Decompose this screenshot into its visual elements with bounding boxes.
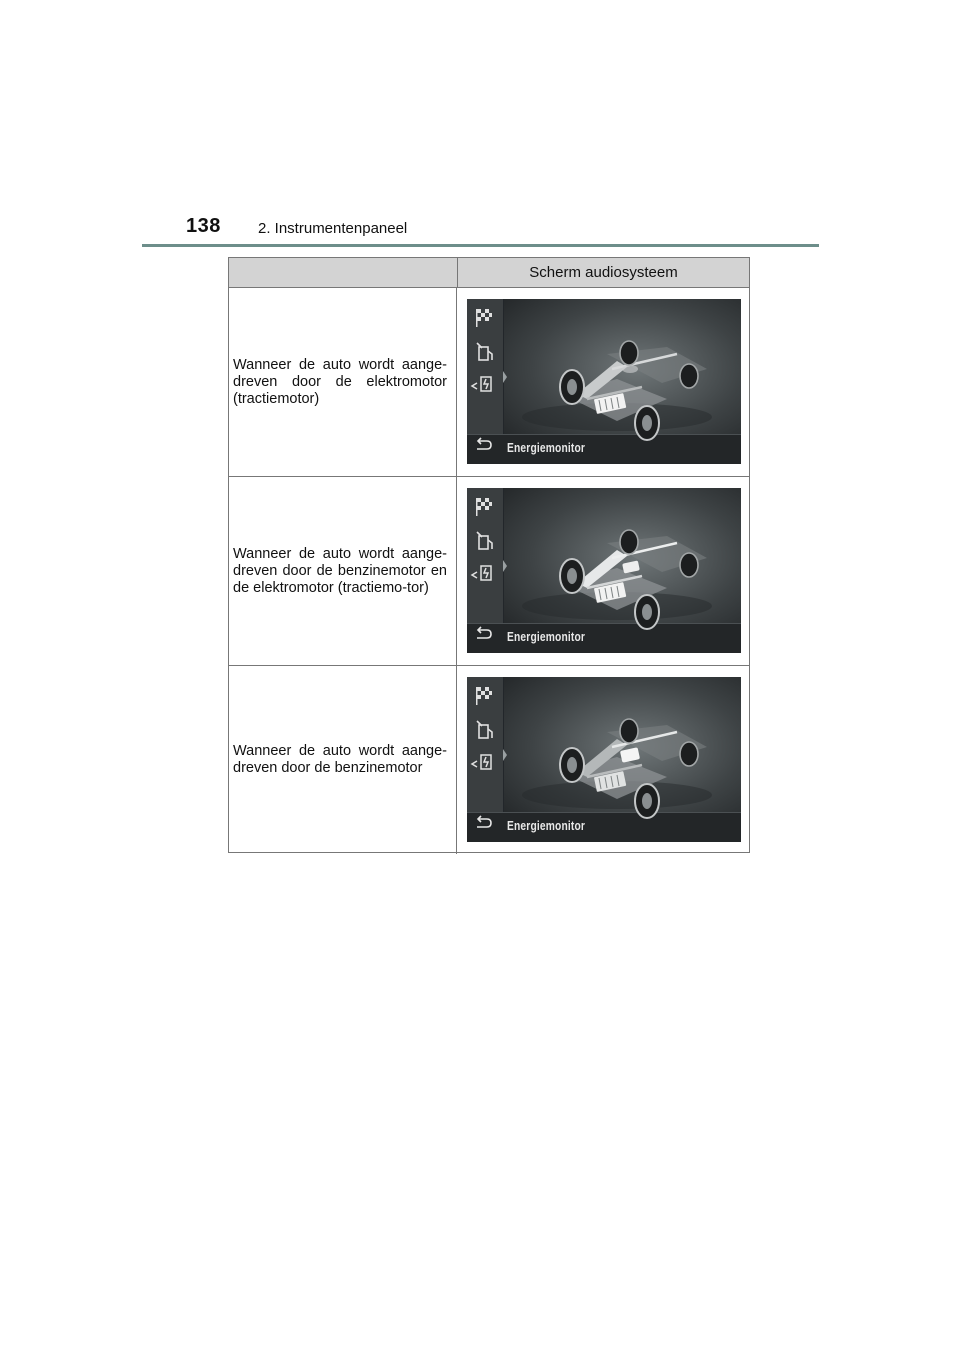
- screen-title: Energiemonitor: [507, 819, 586, 833]
- row-description: Wanneer de auto wordt aange-dreven door de elektromotor (tractiemotor): [233, 356, 447, 407]
- energy-monitor-screen-graphic: [467, 488, 741, 653]
- energy-monitor-table: [228, 257, 750, 853]
- table-row: [229, 666, 749, 854]
- screen-title: Energiemonitor: [507, 630, 586, 644]
- table-header-screen-column: Scherm audiosysteem: [529, 264, 678, 281]
- screen-title: Energiemonitor: [507, 441, 586, 455]
- table-row: [229, 288, 749, 477]
- header-rule: [142, 244, 819, 247]
- table-header: [229, 258, 749, 288]
- audio-screen: [467, 488, 741, 653]
- row-description: Wanneer de auto wordt aange-dreven door de benzinemotor: [233, 743, 447, 776]
- table-row: [229, 477, 749, 666]
- row-description-cell: [229, 477, 457, 665]
- energy-monitor-screen-graphic: [467, 677, 741, 842]
- chapter-title: 2. Instrumentenpaneel: [258, 220, 408, 237]
- row-description-cell: [229, 288, 457, 476]
- table-header-empty-cell: [229, 258, 458, 287]
- row-description: Wanneer de auto wordt aange-dreven door de benzinemotor en de elektromotor (tractiemo-tor): [233, 545, 447, 596]
- audio-screen: [467, 677, 741, 842]
- energy-monitor-screen-graphic: [467, 299, 741, 464]
- row-description-cell: [229, 666, 457, 854]
- page-number: 138: [186, 215, 221, 237]
- audio-screen: [467, 299, 741, 464]
